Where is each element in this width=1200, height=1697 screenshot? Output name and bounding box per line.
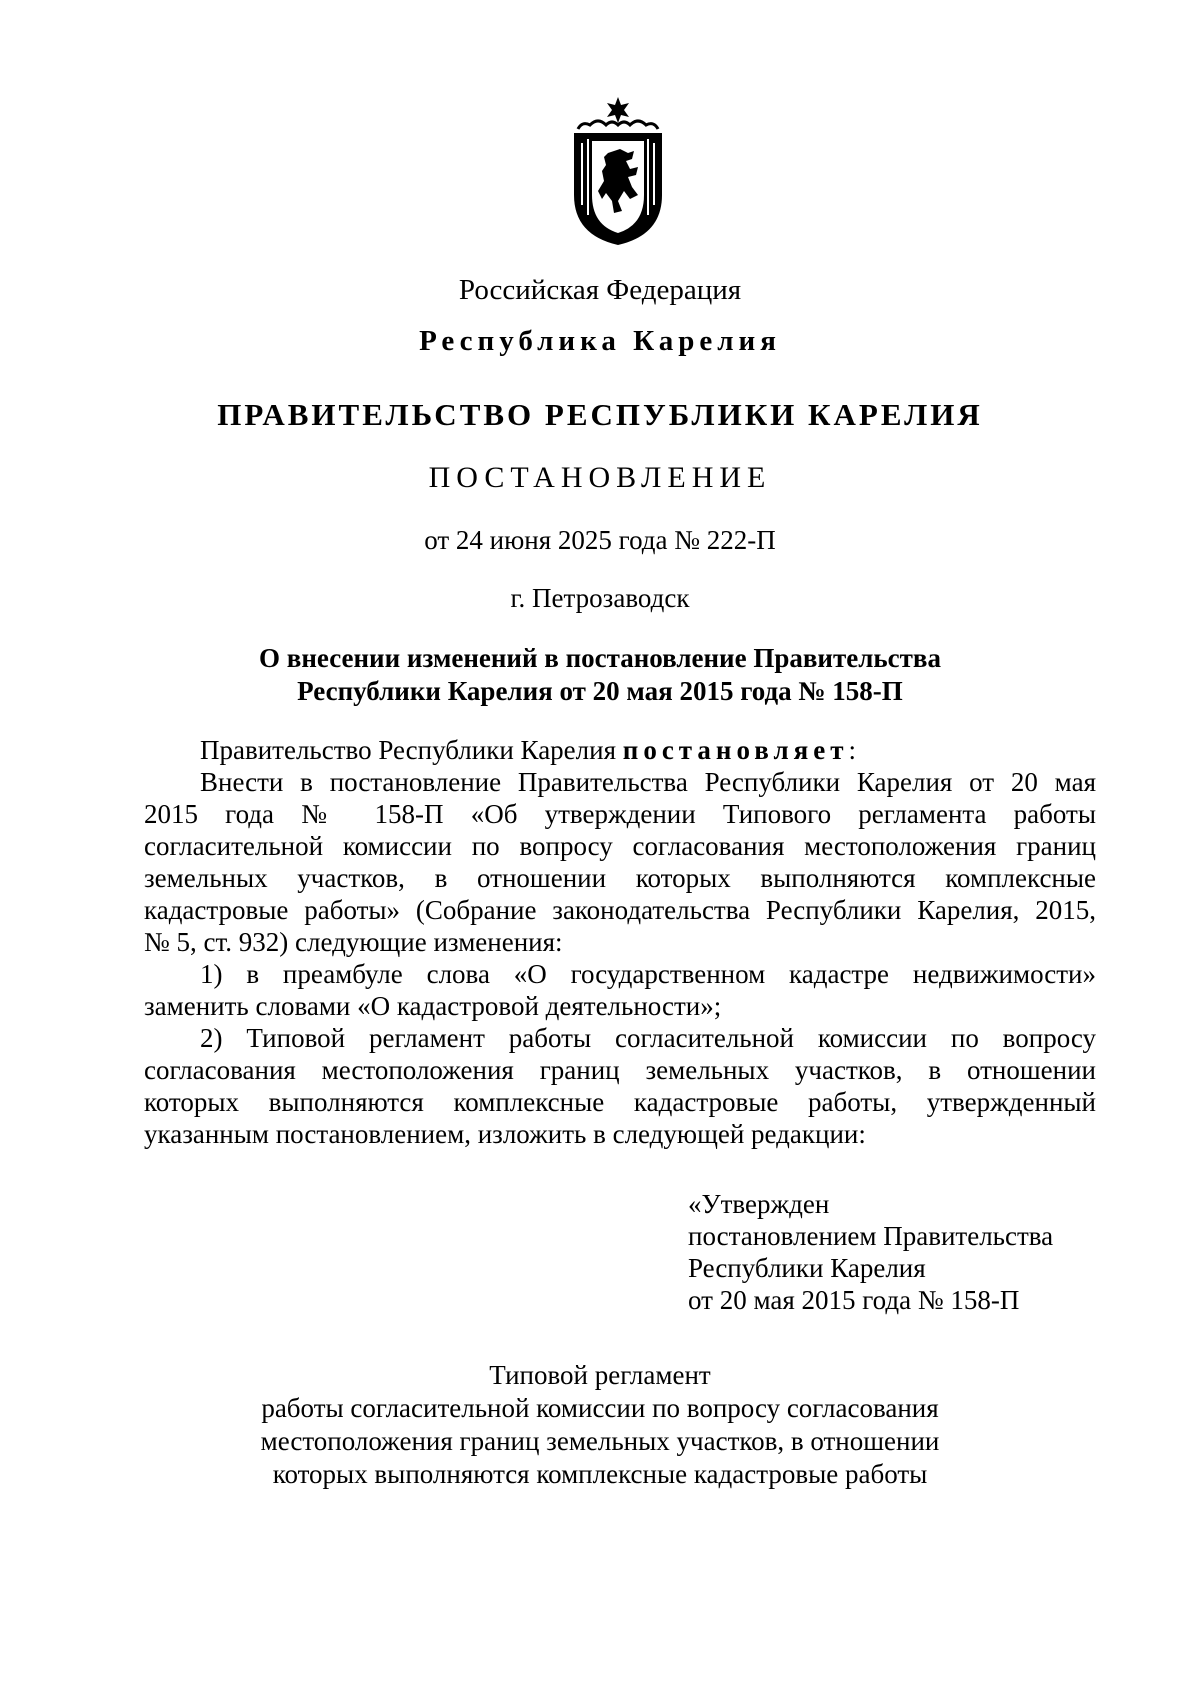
document-body [144, 734, 1096, 1150]
intro-paragraph [144, 734, 1096, 766]
government-name: ПРАВИТЕЛЬСТВО РЕСПУБЛИКИ КАРЕЛИЯ [217, 397, 983, 432]
approval-line: Республики Карелия [688, 1253, 926, 1283]
regulation-line: работы согласительной комиссии по вопросу согласования [261, 1393, 939, 1423]
body-line: земельных участков, в отношении которых выполняются комплексные [144, 863, 1096, 893]
intro-colon: : [848, 735, 857, 765]
regulation-line: которых выполняются комплексные кадастровые работы [272, 1459, 928, 1489]
republic-name: Республика Карелия [419, 325, 781, 357]
document-city: г. Петрозаводск [510, 583, 690, 613]
document-date-number: от 24 июня 2025 года № 222-П [424, 525, 776, 555]
regulation-line: Типовой регламент [489, 1360, 711, 1390]
approval-line: «Утвержден [688, 1189, 830, 1219]
body-line: 2015 года № 158-П «Об утверждении Типового регламента работы [144, 799, 1096, 829]
country-name: Российская Федерация [458, 274, 742, 306]
body-line: заменить словами «О кадастровой деятельности»; [144, 991, 722, 1021]
body-line: 1) в преамбуле слова «О государственном кадастре недвижимости» [200, 959, 1096, 989]
approval-block [688, 1188, 1053, 1316]
body-line: которых выполняются комплексные кадастровые работы, утвержденный [144, 1087, 1096, 1117]
body-line: согласительной комиссии по вопросу согласования местоположения границ [144, 831, 1096, 861]
body-line: 2) Типовой регламент работы согласительной комиссии по вопросу [200, 1023, 1096, 1053]
body-line: указанным постановлением, изложить в следующей редакции: [144, 1119, 866, 1149]
intro-text: Правительство Республики Карелия [200, 735, 623, 765]
document-type: ПОСТАНОВЛЕНИЕ [428, 461, 772, 494]
body-line: Внести в постановление Правительства Республики Карелия от 20 мая [200, 767, 1096, 797]
regulation-line: местоположения границ земельных участков, в отношении [260, 1426, 940, 1456]
title-line: Республики Карелия от 20 мая 2015 года № 158-П [297, 676, 903, 706]
body-line: согласования местоположения границ земельных участков, в отношении [144, 1055, 1096, 1085]
approval-line: от 20 мая 2015 года № 158-П [688, 1285, 1020, 1315]
approval-line: постановлением Правительства [688, 1221, 1054, 1251]
decree-word: постановляет [622, 735, 849, 765]
title-line: О внесении изменений в постановление Правительства [259, 643, 941, 673]
regulation-title [0, 1359, 1200, 1491]
body-line: № 5, ст. 932) следующие изменения: [144, 927, 563, 957]
document-title [130, 642, 1070, 708]
body-line: кадастровые работы» (Собрание законодательства Республики Карелия, 2015, [144, 895, 1096, 925]
coat-of-arms-icon [568, 95, 668, 247]
